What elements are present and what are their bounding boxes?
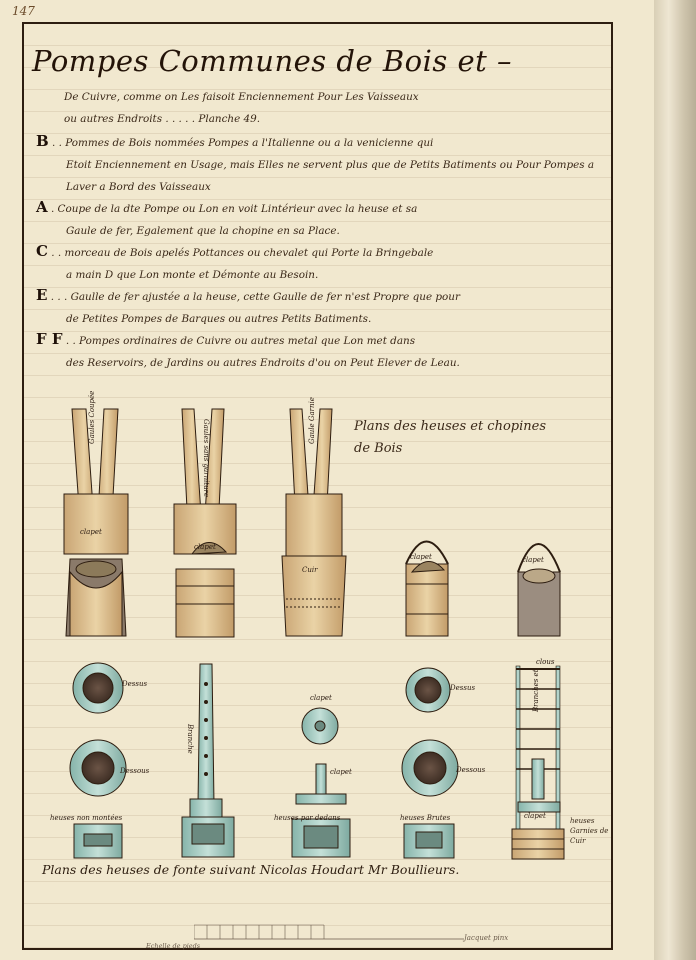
bottom-caption: Plans des heuses de fonte suivant Nicolas Houdart Mr Boullieurs.: [42, 862, 460, 877]
label-gaules-sans-garniture: Gaules sans garniture: [202, 419, 210, 498]
legend-key-b: B: [36, 132, 49, 150]
legend-ff-line2: des Reservoirs, de Jardins ou autres Endroits d'ou on Peut Elever de Leau.: [66, 357, 460, 369]
wooden-chopine-2: [518, 544, 560, 636]
book-spine: [654, 0, 696, 960]
wooden-chopine-bucket: [406, 542, 448, 637]
legend-a-line1: . Coupe de la dte Pompe ou Lon en voit Lintérieur avec la heuse et sa: [50, 203, 418, 215]
legend-key-a: A: [36, 198, 48, 216]
label-dessus-2: Dessus: [450, 684, 476, 692]
label-heuses-garnies: heuses Garnies de Cuir: [570, 817, 609, 845]
label-clous: clous: [536, 658, 555, 666]
plate-title: Pompes Communes de Bois et –: [32, 44, 513, 78]
metal-ring-dessous-1: [70, 740, 150, 796]
label-clapet-disc: clapet: [310, 694, 332, 702]
legend-e-line1: . . . Gaulle de fer ajustée a la heuse, cette Gaulle de fer n'est Propre que pour: [50, 291, 460, 303]
legend-key-ff: F F: [36, 330, 63, 348]
label-branche: Branche: [186, 724, 194, 754]
wooden-heuse-cut: [64, 391, 128, 636]
page-number: 147: [12, 4, 35, 18]
legend-c-line2: a main D que Lon monte et Démonte au Besoin.: [66, 269, 319, 281]
metal-ring-dessus-1: [73, 663, 147, 713]
scale-bar: [194, 919, 464, 947]
legend-b-line1: . . Pommes de Bois nommées Pompes a l'Italienne ou a la venicienne qui: [52, 137, 434, 149]
label-clapet-4: clapet: [410, 553, 432, 561]
metal-ring-dessus-2: [406, 668, 475, 712]
label-dessus-1: Dessus: [122, 680, 148, 688]
label-clapet-5: clapet: [522, 556, 544, 564]
label-clapet-dedans: clapet: [330, 768, 352, 776]
legend-ff-line1: . . Pompes ordinaires de Cuivre ou autres metal que Lon met dans: [65, 335, 416, 347]
label-cuir: Cuir: [302, 566, 318, 574]
label-gaules-coupee: Gaules Coupée: [88, 390, 96, 444]
wooden-heuse-no-garniture: [174, 409, 236, 637]
pump-illustrations: [24, 24, 615, 952]
metal-heuse-garnie-cage: [512, 658, 564, 859]
metal-clapet-disc: [302, 694, 338, 744]
label-dessous-1: Dessous: [120, 767, 150, 775]
artist-signature: Jacquet pinx: [464, 934, 509, 942]
metal-heuse-base-1: [50, 814, 123, 858]
label-branches-et: Branches et: [532, 669, 540, 712]
label-clapet-cage: clapet: [524, 812, 546, 820]
metal-ring-dessous-2: [402, 740, 486, 796]
label-dessous-2: Dessous: [456, 766, 486, 774]
legend-e-line2: de Petites Pompes de Barques ou autres Petits Batiments.: [66, 313, 372, 325]
legend-a-line2: Gaule de fer, Egalement que la chopine en sa Place.: [66, 225, 340, 237]
legend-key-e: E: [36, 286, 48, 304]
plate-frame: [22, 22, 613, 950]
metal-heuse-par-dedans: [274, 764, 352, 857]
plan-title-wood: Plans des heuses et chopines de Bois: [354, 419, 547, 456]
label-clapet-1: clapet: [80, 528, 102, 536]
intro-line-1: De Cuivre, comme on Les faisoit Enciennement Pour Les Vaisseaux: [64, 91, 419, 103]
metal-branche-rod: [182, 664, 234, 857]
wooden-heuse-garnished: [282, 397, 346, 636]
legend-b-line2: Etoit Enciennement en Usage, mais Elles ne servent plus que de Petits Batiments ou Pour Pompes a Laver a Bord des Vaisseaux: [66, 159, 595, 193]
scale-label: Echelle de pieds: [146, 942, 201, 950]
legend-c-line1: . . morceau de Bois apelés Pottances ou chevalet qui Porte la Bringebale: [51, 247, 434, 259]
intro-line-2: ou autres Endroits . . . . . Planche 49.: [64, 113, 261, 125]
label-gaule-garnie: Gaule Garnie: [308, 397, 316, 444]
label-heuses-non-montees: heuses non montées: [50, 814, 123, 822]
legend-key-c: C: [36, 242, 48, 260]
label-heuses-brutes: heuses Brutes: [400, 814, 451, 822]
label-heuses-par-dedans: heuses par dedans: [274, 814, 341, 822]
metal-heuse-brute: [400, 814, 454, 858]
label-clapet-2: clapet: [194, 543, 216, 551]
